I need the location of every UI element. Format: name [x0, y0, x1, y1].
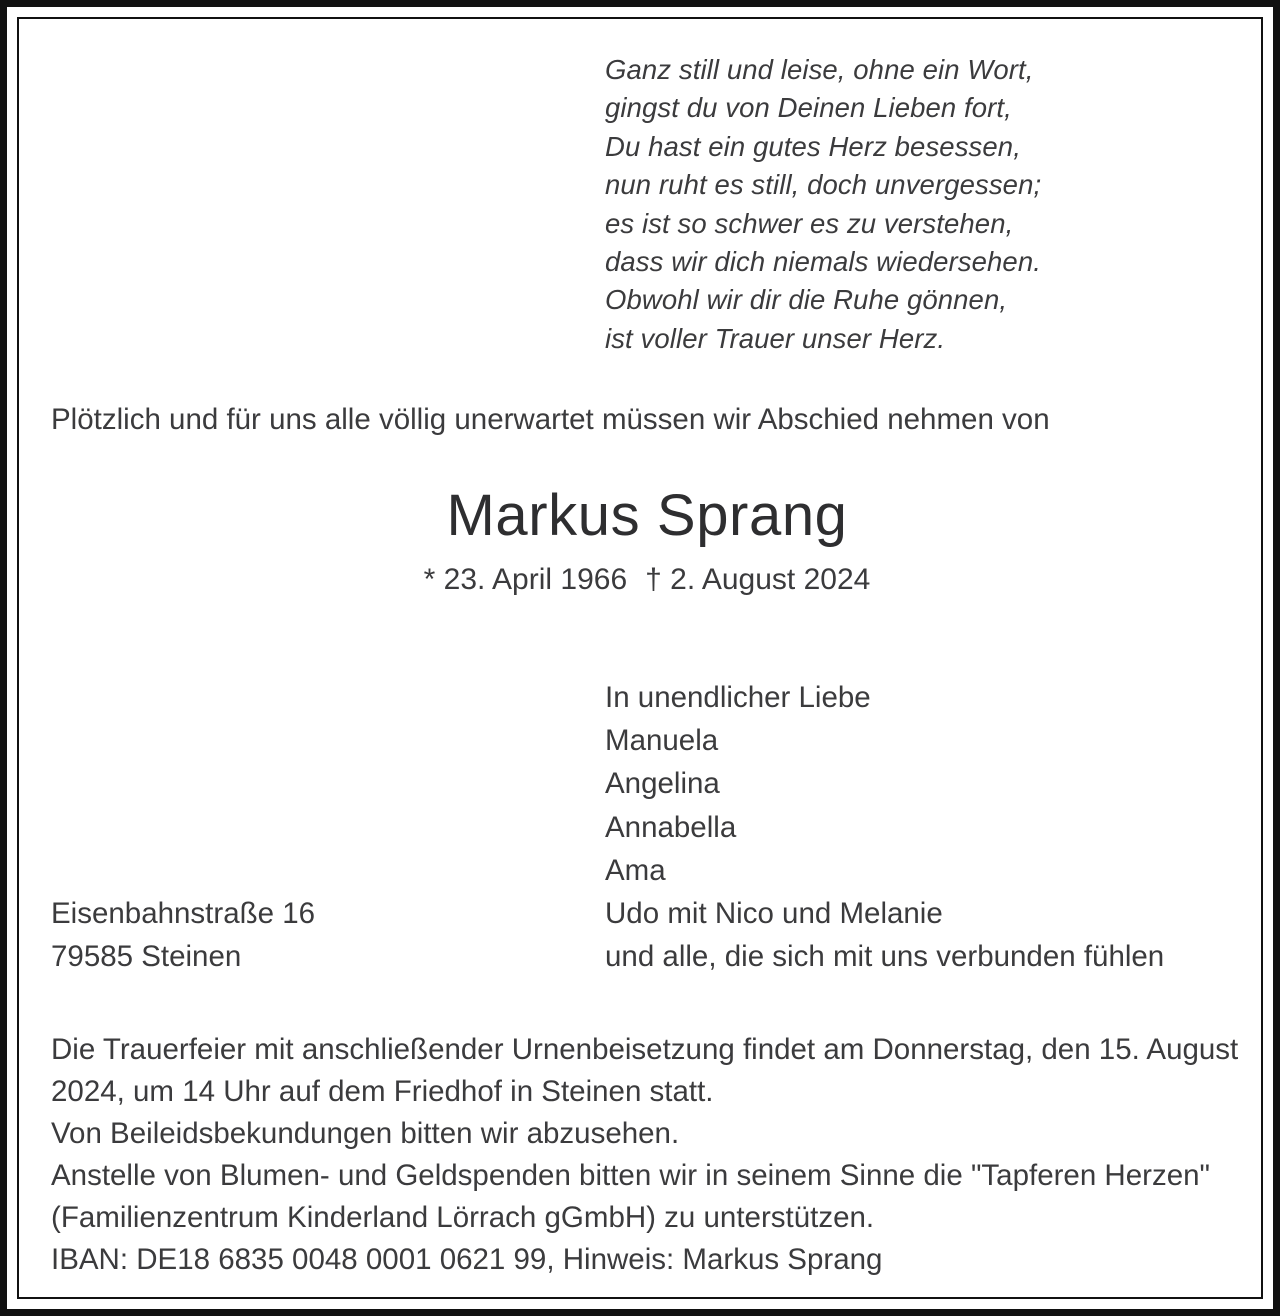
mourners-heading: In unendlicher Liebe	[605, 681, 871, 714]
notice-content	[7, 7, 1280, 1316]
poem-line: Obwohl wir dir die Ruhe gönnen,	[605, 284, 1008, 316]
deceased-block	[7, 483, 1280, 599]
poem-line: nun ruht es still, doch unvergessen;	[605, 169, 1042, 201]
mourners-list	[605, 676, 1164, 978]
mourner-name: Annabella	[605, 810, 737, 844]
mourner-name: Manuela	[605, 724, 719, 758]
donation-request: Anstelle von Blumen- und Geldspenden bitten wir in seinem Sinne die "Tapferen Herzen" (Familienzentrum Kinderland Lörrach gGmbH) zu unterstützen.	[51, 1159, 1210, 1234]
life-dates	[7, 561, 1280, 599]
mourners-closing: und alle, die sich mit uns verbunden fühlen	[605, 940, 1165, 974]
poem-line: Du hast ein gutes Herz besessen,	[605, 130, 1021, 162]
poem-line: gingst du von Deinen Lieben fort,	[605, 92, 1012, 124]
memorial-poem	[605, 51, 1041, 358]
poem-line: ist voller Trauer unser Herz.	[605, 322, 946, 354]
condolences-note: Von Beileidsbekundungen bitten wir abzusehen.	[51, 1117, 680, 1150]
mourner-name: Udo mit Nico und Melanie	[605, 897, 943, 931]
family-address	[51, 892, 315, 978]
death-date: † 2. August 2024	[645, 563, 871, 596]
announcement-intro: Plötzlich und für uns alle völlig unerwartet müssen wir Abschied nehmen von	[51, 403, 1050, 436]
funeral-service-info: Die Trauerfeier mit anschließender Urnenbeisetzung findet am Donnerstag, den 15. August 2024, um 14 Uhr auf dem Friedhof in Steinen statt.	[51, 1033, 1239, 1108]
poem-line: es ist so schwer es zu verstehen,	[605, 207, 1014, 239]
address-street: Eisenbahnstraße 16	[51, 897, 316, 930]
address-city: 79585 Steinen	[51, 940, 242, 974]
mourner-name: Ama	[605, 853, 666, 887]
poem-line: Ganz still und leise, ohne ein Wort,	[605, 54, 1034, 85]
funeral-details	[51, 1029, 1251, 1281]
deceased-name: Markus Sprang	[446, 483, 848, 548]
birth-date: * 23. April 1966	[423, 563, 628, 596]
mourner-name: Angelina	[605, 767, 720, 801]
poem-line: dass wir dich niemals wiedersehen.	[605, 246, 1041, 278]
donation-iban: IBAN: DE18 6835 0048 0001 0621 99, Hinweis: Markus Sprang	[51, 1243, 883, 1276]
